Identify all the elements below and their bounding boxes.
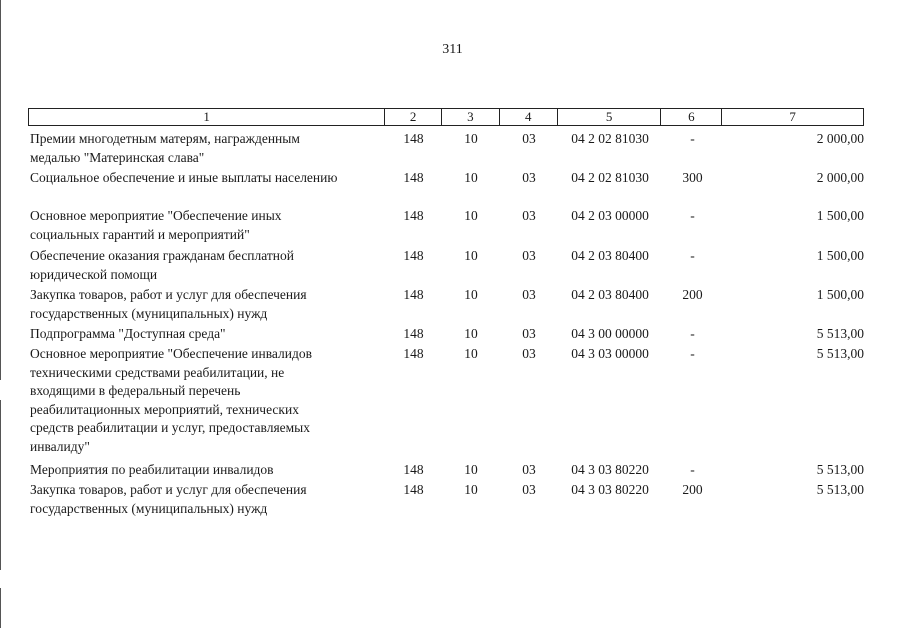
header-cell-5: 5 <box>558 109 662 125</box>
cell-col6: - <box>690 346 695 361</box>
description-line: социальных гарантий и мероприятий" <box>30 226 250 242</box>
cell-col5: 04 3 03 00000 <box>571 346 649 361</box>
row-description <box>28 247 385 284</box>
cell-col3: 10 <box>464 248 478 263</box>
description-line: Закупка товаров, работ и услуг для обеспечения <box>30 287 307 302</box>
cell-col3: 10 <box>464 462 478 477</box>
cell-col5: 04 3 03 80220 <box>571 482 649 497</box>
cell-col3: 10 <box>464 208 478 223</box>
cell-col3: 10 <box>464 346 478 361</box>
row-description <box>28 325 385 344</box>
cell-col5: 04 2 02 81030 <box>571 170 649 185</box>
cell-col5: 04 3 03 80220 <box>571 462 649 477</box>
cell-col3: 10 <box>464 170 478 185</box>
table-header <box>28 108 864 126</box>
cell-col2: 148 <box>403 326 424 341</box>
row-description <box>28 345 385 456</box>
cell-col6: - <box>690 326 695 341</box>
cell-col7: 5 513,00 <box>816 462 864 477</box>
description-line: юридической помощи <box>30 266 158 282</box>
header-cell-2: 2 <box>385 109 442 125</box>
header-cell-7: 7 <box>789 109 796 124</box>
cell-col7: 1 500,00 <box>816 208 864 223</box>
table-row <box>28 325 864 344</box>
cell-col2: 148 <box>403 287 424 302</box>
cell-col6: 200 <box>682 482 703 497</box>
cell-col2: 148 <box>403 248 424 263</box>
cell-col5: 04 2 03 80400 <box>571 287 649 302</box>
header-cell-3: 3 <box>442 109 500 125</box>
row-description <box>28 481 385 518</box>
cell-col2: 148 <box>403 170 424 185</box>
cell-col3: 10 <box>464 326 478 341</box>
cell-col4: 03 <box>522 346 536 361</box>
cell-col5: 04 2 03 00000 <box>571 208 649 223</box>
table-row <box>28 130 864 167</box>
table-row <box>28 286 864 323</box>
cell-col4: 03 <box>522 287 536 302</box>
cell-col5: 04 3 00 00000 <box>571 326 649 341</box>
cell-col6: 300 <box>682 170 703 185</box>
cell-col2: 148 <box>403 482 424 497</box>
cell-col6: - <box>690 462 695 477</box>
cell-col7: 2 000,00 <box>816 170 864 185</box>
row-description <box>28 169 385 188</box>
table-row <box>28 169 864 188</box>
description-line: Закупка товаров, работ и услуг для обеспечения <box>30 482 307 497</box>
description-line: входящими в федеральный перечень <box>30 383 241 398</box>
row-description <box>28 286 385 323</box>
cell-col6: - <box>690 131 695 146</box>
row-description <box>28 461 385 480</box>
header-cell-1: 1 <box>29 109 385 125</box>
page-number: 311 <box>442 42 463 57</box>
cell-col7: 1 500,00 <box>816 287 864 302</box>
table-row <box>28 461 864 480</box>
header-cell-4: 4 <box>500 109 558 125</box>
description-line: Основное мероприятие "Обеспечение иных <box>30 208 282 223</box>
cell-col2: 148 <box>403 462 424 477</box>
cell-col4: 03 <box>522 482 536 497</box>
description-line: Подпрограмма "Доступная среда" <box>30 326 226 341</box>
row-description <box>28 130 385 167</box>
scan-edge-line <box>0 0 1 380</box>
description-line: Обеспечение оказания гражданам бесплатной <box>30 248 295 263</box>
description-line: медалью "Материнская слава" <box>30 149 205 165</box>
cell-col6: - <box>690 208 695 223</box>
description-line: Социальное обеспечение и иные выплаты населению <box>30 170 338 185</box>
cell-col2: 148 <box>403 131 424 146</box>
cell-col7: 5 513,00 <box>816 482 864 497</box>
table-row <box>28 481 864 518</box>
row-description <box>28 207 385 244</box>
description-line: средств реабилитации и услуг, предоставляемых <box>30 420 311 435</box>
table-row <box>28 345 864 456</box>
cell-col4: 03 <box>522 170 536 185</box>
header-cell-6: 6 <box>661 109 722 125</box>
cell-col7: 5 513,00 <box>816 346 864 361</box>
cell-col4: 03 <box>522 248 536 263</box>
description-line: техническими средствами реабилитации, не <box>30 364 285 380</box>
cell-col3: 10 <box>464 131 478 146</box>
description-line: инвалиду" <box>30 438 90 454</box>
cell-col2: 148 <box>403 346 424 361</box>
cell-col5: 04 2 03 80400 <box>571 248 649 263</box>
description-line: Мероприятия по реабилитации инвалидов <box>30 462 274 477</box>
cell-col2: 148 <box>403 208 424 223</box>
cell-col6: 200 <box>682 287 703 302</box>
cell-col4: 03 <box>522 208 536 223</box>
cell-col6: - <box>690 248 695 263</box>
cell-col4: 03 <box>522 462 536 477</box>
cell-col3: 10 <box>464 482 478 497</box>
description-line: государственных (муниципальных) нужд <box>30 305 268 321</box>
description-line: Премии многодетным матерям, награжденным <box>30 131 300 146</box>
scan-edge-line <box>0 400 1 570</box>
table-row <box>28 247 864 284</box>
table-row <box>28 207 864 244</box>
cell-col7: 2 000,00 <box>816 131 864 146</box>
cell-col7: 1 500,00 <box>816 248 864 263</box>
cell-col3: 10 <box>464 287 478 302</box>
cell-col4: 03 <box>522 131 536 146</box>
scan-edge-line <box>0 588 1 628</box>
description-line: Основное мероприятие "Обеспечение инвалидов <box>30 346 312 361</box>
cell-col7: 5 513,00 <box>816 326 864 341</box>
cell-col4: 03 <box>522 326 536 341</box>
description-line: реабилитационных мероприятий, технических <box>30 401 299 417</box>
cell-col5: 04 2 02 81030 <box>571 131 649 146</box>
description-line: государственных (муниципальных) нужд <box>30 500 268 516</box>
